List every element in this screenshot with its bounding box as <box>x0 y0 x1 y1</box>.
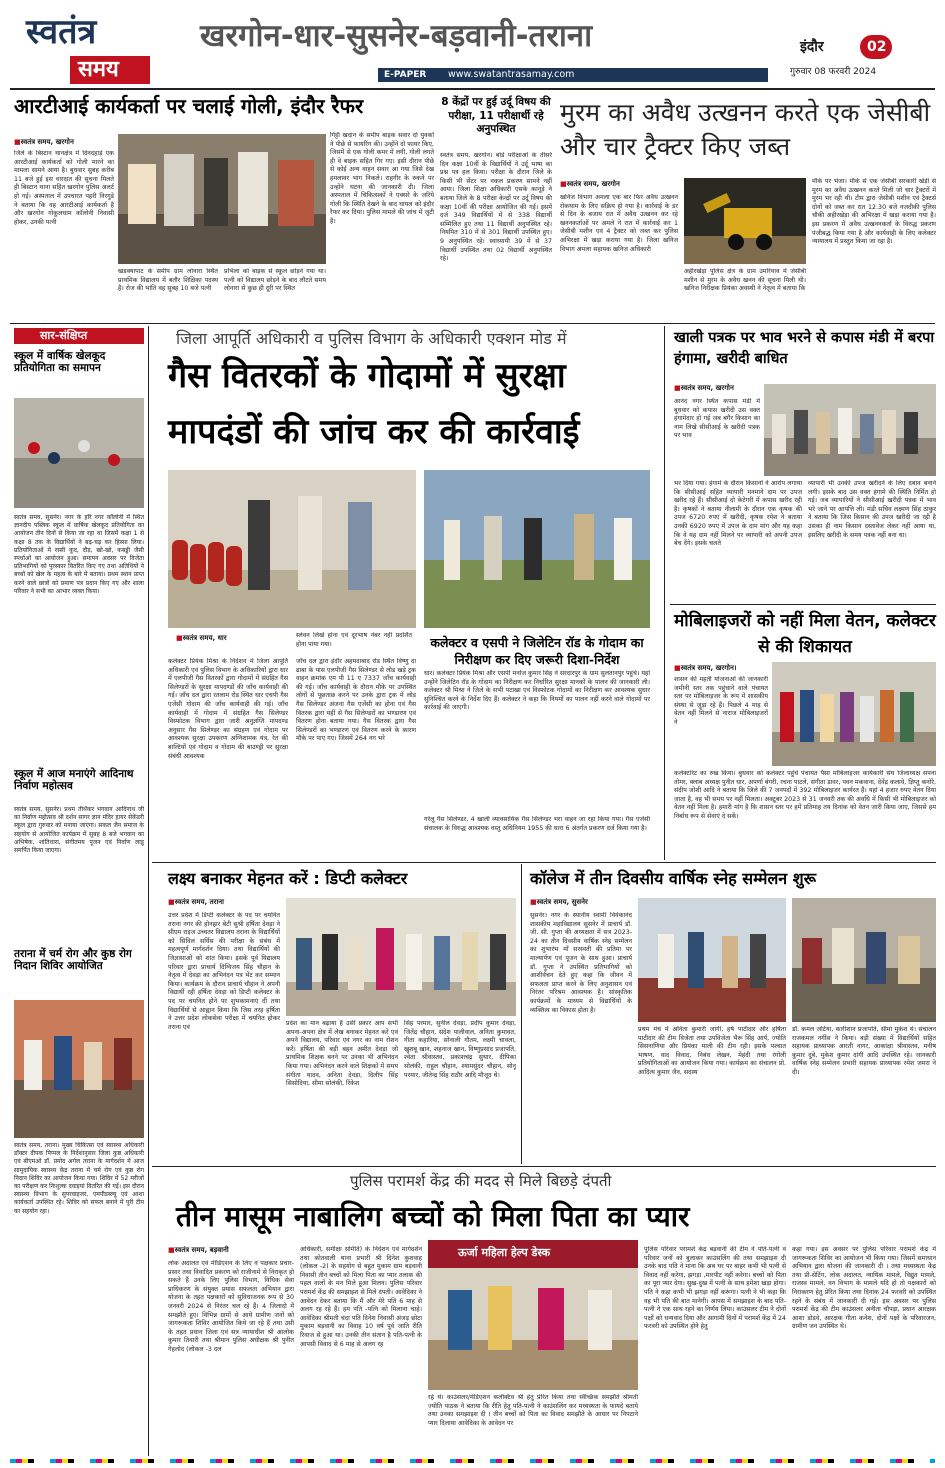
camp-photo-image <box>14 1000 144 1138</box>
sidebar-label: सार-संक्षिप्त <box>40 329 88 342</box>
family-col-5: कहा गया। इस अवसर पर पुलिस परिवार परामर्श केंद्र में जागरूकता शिविर का आयोजन भी किया गया। जिसमें समाधान अभियान द्वारा योजना की जानकारी दी । तथा मध्यस्थता केंद्र तथा प्री-सेटिंग, लोक अदालत, न्यायिक मामले, विद्युत मामले, राजस्व मामले, वन विभाग के मामले यदि हो तो पक्षकारों को निराकरण हेतु प्रेरित किया तथा दिनांक 24 फरवरी को उपस्थित रहने के संबंध में जानकारी दी गई। इस अवसर पर पुलिस परामर्श केंद्र की टीम काउंसलर अनीता चौपड़ा, प्रधान आरक्षक आशा डोडवे, आरक्षक गीता कनेश, दोनों पक्षों के परिवारजन, ग्रामीण जन उपस्थित थे। <box>792 1246 936 1331</box>
mobilizer-photo-image <box>772 662 936 766</box>
college-photo-1 <box>638 898 786 1022</box>
logo-bottom-text: समय <box>78 57 119 82</box>
gas-headline-line2[interactable]: मापदंडों की जांच कर की कार्रवाई <box>168 412 580 452</box>
gas-subheadline[interactable]: कलेक्टर व एसपी ने जिलेटिन रॉड के गोदाम का निरीक्षण कर दिए जरूरी दिशा-निर्देश <box>430 635 644 667</box>
row2-rule <box>152 862 936 863</box>
family-col-1: लोक अदालत एवं मीडिएशन के लिए व पक्षकार प्रचार-प्रसार तथा विवादित प्रकरण को राजीनामे से निराकृत हो सकते हैं उनके लिए पुलिस विभाग, विधिक सेवा प्राधिकरण के संयुक्त प्रयास सफलता अभियान द्वारा योजना के तहत पक्षकारों को सुविधाजनक रूप से 30 जनवरी 2024 से निरंतर चल रहे हैं। 4 जिलादो में समझौते हुए। विभिन्न ग्रामों से आये ग्रामीण जनों को जागरूकता शिविर आयोजित किये जा रहे हैं तथा उसी के तहत प्रधान जिला एवं सत्र न्यायाधीश श्री आलोक कुमार तिवारी तथा श्रीमान पुलिस अधीक्षक श्री पुनीत गेहलोद (लोकल -3 दल <box>168 1260 294 1353</box>
gas-col-2: जाँच दल द्वारा इंदौर अहमदाबाद रोड स्थित विष्णु दा ढाबा के पास एलपीजी गैस सिलेण्डर से लोड खड़े ट्रक वाहन क्रमांक एम पी 11 ए 7337 जाँच कार्यवाही की गई। जाँच कार्यवाही के दौरान मौके पर उपस्थित लोगों से पूछताछ करने पर उनके द्वारा ट्रक में लोड गैस सिलेण्डर अंजना गैस एजेंसी का होना एवं गैस वितरक द्वारा यहीं से गैस सिलेण्डरों का भण्डारण एवं वितरण होना बताया गया। गैस वितरक द्वारा गैस सिलेण्डरों का भण्डारण एवं वितरण करने के कारण मौके पर पाए गए। जिसमें 264 नग भरे <box>296 658 416 743</box>
murum-byline: ■ स्वतंत्र समय, खरगोन <box>560 180 690 189</box>
brief-2-body: स्वतंत्र समय, सुसनेर। प्रथम तीर्थंकर भगवान आदिनाथ जी का निर्वाण महोत्सव श्री दर्शन सागर ज्ञान मंदिर हायर सेकेंडरी स्कूल द्वारा गुरुवार को मनाया जाएगा। सकल जैन समाज के सहयोग से आयोजित कार्यक्रम में सुबह 8 बजे भगवान का अभिषेक, शांतिधारा, संगीतमय पूजन एवं निर्वाण लाडू समर्पित किया जाएगा। <box>14 806 144 855</box>
page-number: 02 <box>867 39 887 55</box>
family-byline: ■ स्वतंत्र समय, बड़वानी <box>168 1246 288 1255</box>
print-color-strip <box>10 1459 935 1463</box>
brief-3-photo <box>14 1000 144 1138</box>
rti-photo <box>118 134 326 264</box>
college-audience-photo-image <box>792 898 936 1022</box>
college-col-4: डॉ. कमल जटिया, कारीशान प्रजापति, सीमा मुकेश थे। संचालन राजकमल नर्गीस ने किया। बड़ी संख्या में विद्यार्थियों सहित सहायक प्राध्यापक आरती नागर, आकांक्षा श्रीवास्तव, मनीष कुमार दुबे, मुकेश कुमार दांगी आदि उपस्थित रहे। जानकारी वार्षिक स्नेह सम्मेलन प्रभारी सहायक प्राध्यापक रमेश जमरा ने दी। <box>792 1026 936 1076</box>
family-col-3: रहे थे। काउंसलर/मेडिएशन कलेक्टिव श्री हेतु प्रेरित किया तथा स्वैच्छिक समझौते श्रीमती ज्योति पाठक ने बताया कि रीति हेतु पति-पत्नी ने काउंसलिंग कर मध्यस्थता के फायदे बताये तथा उनका समझाइश दी । तीन बच्चों को पिता का विवाद समझौते के आधार पर निपटाने प्यार दिलाया आवेदिका के आवेदन पर <box>428 1394 638 1427</box>
deputy-col-3: सिंह परमार, सुनील देवड़ा, प्रदीप कुमार देवड़ा, जितेंद्र चौहान, संदेश पालीवाल, अनिता कुमावत, गीता कहारिया, सोनाली गौतम, लक्ष्मी चावला, खुशबू खान, शहनाज खान, विष्णुप्रसाद प्रजापति, श्वेता श्रीवास्तव, प्रकाशचंद्र सुथार, दीपिका सोलंकी, राहुल चौहान, श्यामसुंदर चौहान, सोनू परमार, जीतेन्द्र सिंह राठौर आदि मौजूद थे। <box>404 1020 516 1079</box>
kapas-headline[interactable]: खाली पत्रक पर भाव भरने से कपास मंडी में बरपा हंगामा, खरीदी बाधित <box>674 330 935 367</box>
college-stage-photo-image <box>638 898 786 1022</box>
mobilizer-body: कलेक्टोरेट का रुख किया। बुधवार को कलेक्टर पहुंचे पंचायत पैसा मोबिलाइजर कार्यकारी संघ जिलाध्यक्ष सपना तोमर, क्लाब अध्यक्ष पुनीत धार, अपर्णा बंगरी, रचना पाटले, संगीता डावर, पवन मकवाना, देवेंद्र कलावे, ज्ञिप्तु कनोरे, संदीप जोशी आदि ने बताया कि जिले की 7 जनपदों में 392 मोबिलाइजर कार्यरत हैं। यहां 4 हजार रुपए वेतन दिया जाता है, वह भी समय पर नहीं मिलता। अक्टूबर 2023 से 31 जनवरी तक की अवधि में किसी भी मोबिलाइजर को वेतन नहीं मिला है। हमारी मांग है कि शासन स्तर पर हमें प्रतिमाह तय दिनांक को वेतन जारी किया जाए, जिससे हम निर्बाध रूप से सेवाएं दे सकें। <box>674 770 936 820</box>
city-name: इंदौर <box>800 39 824 55</box>
murum-col-1: खनिज विभाग अमला एक बार फिर अवैध उत्खनन रोकथाम के लिए सक्रिय हो गया है। कार्रवाई के डर से दिन के बजाय रात में अवैध उत्खनन कर रहे खननकर्ताओं पर अमले ने रात में कार्रवाई कर 1 जेसीबी मशीन एवं 4 ट्रैक्टर को जब्त कर पुलिस अभिरक्षा में खड़ा कराया गया है। जिला खनिज विभाग अमला सहायक खनिज अधिकारी <box>560 194 678 253</box>
gas-headline-line1[interactable]: गैस वितरकों के गोदामों में सुरक्षा <box>168 356 566 396</box>
row3-rule <box>152 1166 936 1167</box>
epaper-label: E-PAPER <box>384 70 427 80</box>
kapas-byline: ■ स्वतंत्र समय, खरगोन <box>674 384 774 393</box>
brief-1-title[interactable]: स्कूल में वार्षिक खेलकूद प्रतियोगिता का समापन <box>14 350 106 374</box>
deputy-col-1: उत्तर प्रदेश में डिप्टी कलेक्टर के पद पर चयनित तराना नगर की होनहार बेटी सुश्री हर्षिता देवड़ा ने सीएम राइज उच्चतर विद्यालय तराना के विद्यार्थियों को सिविल सर्विस की परीक्षा के संबंध में महत्वपूर्ण मार्गदर्शन दिया। तथा विद्यार्थियों की जिज्ञासाओं को शांत किया। इसके पूर्व विद्यालय परिवार द्वारा प्राचार्य दिग्विजय सिंह चौहान के नेतृत्व में देवड़ा का अभिनंदन पत्र भेंट कर सम्मान किया। कार्यक्रम के दौरान प्राचार्य चौहान ने अपनी विद्यार्थी रही हर्षिता देवड़ा को डिप्टी कलेक्टर के पद पर चयनित होने पर शुभकामनाएं दीं तथा विद्यार्थियों से आह्वान किया कि जिस तरह हर्षिता ने उत्तर प्रदेश लोकसेवा परीक्षा में चयनित होकर तराना एवं <box>168 912 280 1031</box>
gas-sub-body: धार। कलेक्टर प्रियंक मिश्रा और एसपी मनोज कुमार सिंह ने सरदारपुर के ग्राम सुलतानपुर पहुंचे। यहां उन्होंने जिलेटिन रॉड के गोदाम का निरीक्षण कर निर्धारित सुरक्षा मानकों के पालन की जानकारी ली। कलेक्टर श्री मिश्रा ने जिले के सभी पटाखा एवं विस्फोटक गोदामों का निरीक्षण कर आवश्यक सुधार सुनिश्चित करने के निर्देश दिए हैं। कलेक्टर ने कहा कि नियमों का पालन नहीं करने वाले गोदामों पर कार्रवाई की जाएगी। <box>424 670 650 712</box>
kapas-col-1: भर दिया गया। हंगामे के दौरान किसानों ने आरोप लगाया कि सीसीआई सहित व्यापारी मनमाने दाम पर उपज खरीद रहे हैं। सीसीआई दो केटेगरी में कपास खरीद रही है। कृषकों ने बताया नीलामी के दौरान एक कृषक की उपज 6720 रुपए में खरीदी, कृषक रमेश ने बताया उनकी 6920 रुपए में उपज के दाम मांग और यह कहा कि वे यह दाम नहीं मिलने पर व्यापारी को अपनी उपज बेच देंगे। इसके चलते <box>674 480 802 548</box>
kapas-col-2: व्यापारी भी उनकी उपज खरीदने के लिए दबाव बनाने लगी। इसके बाद उस वक्त हंगामे की स्थिति निर्मित हो गई। जब व्यापारियों ने सीसीआई खरीदी पत्रक में भाव भरे जाने पर आपत्ति ली। मंडी सचिव लक्ष्मण सिंह ठाकुर ने बताया कि जिस किसान की उपज खरीदी जा रही है उसका ही नाम किसान दस्तावेज लेकर नहीं आया था, इसलिए खरीदी के समय पत्रक नहीं बना था। <box>808 480 936 539</box>
gas-kicker: जिला आपूर्ति अधिकारी व पुलिस विभाग के अधिकारी एक्शन मोड में <box>176 329 567 348</box>
college-photo-2 <box>792 898 936 1022</box>
gas-col-1: कलेक्टर प्रियंक मिश्रा के निर्देशन में जिला आपूर्ति अधिकारी एवं पुलिस विभाग के अधिकारियों द्वारा धार में एलपीजी गैस वितरकों द्वारा गोदामों में संग्रहित गैस सिलेण्डरों के सुरक्षा मापदण्डों की जाँच कार्यवाही की गई। जाँच दल द्वारा रतलाम रोड स्थित धार एचपी गैस एजेंसी गोदाम की जाँच कार्यवाही की गई। जाँच कार्यवाही में गोदाम में संग्रहित गैस सिलेण्डर विस्फोटक विभाग द्वारा जारी अनुज्ञप्ति मापदण्ड अनुसार गैस सिलेण्डर का संग्रहण एवं गोदाम पर आवश्यक सुरक्षा उपकरण अग्निशामक यंत्र, रेत की बाल्टियों एवं गोदाम व गोदाम की बाउण्ड्री पर सुरक्षा संबंधी आवश्यक <box>168 658 288 760</box>
deputy-photo <box>286 898 516 1016</box>
mobilizer-headline[interactable]: मोबिलाइजरों को नहीं मिला वेतन, कलेक्टर से की शिकायत <box>674 611 936 657</box>
rti-col-4: गिट्टी खदान के समीप बाइक सवार दो युवकों ने पीछे से फायरिंग की। उन्होंने दो फायर किए, जिसमें से एक गोली कमर में लगी, गोली लगते ही वे बाइक सहित गिर गए। इसी दौरान पीछे से कोई अन्य वाहन सवार आ गया जिसे देख हमलावर भाग निकले। राहगीर के रुकने पर उन्होंने घटना की जानकारी दी। जिला अस्पताल में चिकित्सकों ने एक्सरे के जरिये गोली कि स्थिति देखने के बाद घायल को इंदौर रैफर कर दिया। पुलिस मामले की जांच में जुटी है। <box>330 132 434 225</box>
sidebar-divider <box>148 326 149 1456</box>
cylinder-photo-image <box>168 470 416 628</box>
college-headline[interactable]: कॉलेज में तीन दिवसीय वार्षिक स्नेह सम्मेलन शुरू <box>530 869 817 888</box>
gas-col-1-top: स्लेवन लिखें होना एवं दूरभाष नंबर नहीं प्रदर्शित होना पाया गया। <box>296 632 412 648</box>
mandi-photo-image <box>764 384 936 476</box>
deputy-col-2: प्रदेश का मान बढ़ाया है उसी प्रकार आप सभी अपना-अपना क्षेत्र में लेख बनाकर मेहनत करें एवं अपने विद्यालय, परिवार एवं नगर का नाम रोशन करें। हर्षिता की बड़ी बहन अमीत देवड़ा जो प्राथमिक शिक्षक बनने पर उनका भी अभिनंदन किया गया। अभिनंदन करने वाले शिक्षकों में समय संगीता यादव, अनिता देवड़ा, दिलीप सिंह सिसोदिया, सीमा सोलंकी, रिंकेश <box>286 1020 398 1088</box>
urdu-headline[interactable]: 8 केंद्रों पर हुई उर्दू विषय की परीक्षा, 11 परीक्षार्थी रहे अनुपस्थित <box>441 96 551 135</box>
row1-rule <box>10 323 935 324</box>
website-link[interactable]: www.swatantrasamay.com <box>448 69 575 80</box>
murum-photo <box>684 178 806 264</box>
rti-col-3: प्रभिला को बाइक से स्कूल छोड़ने गया था। पत्नी को विद्यालय छोड़ने के बाद लौटते समय लोनारा से कुछ ही दूरी पर स्थित <box>224 268 326 293</box>
college-col-1: सुसनेर। नगर के स्थानीय स्वामी विवेकानंद शासकीय महाविद्यालय सुसनेर में प्राचार्य डॉ. जी. सी. गुप्ता की अध्यक्षता में सत्र 2023-24 का तीन दिवसीय वार्षिक स्नेह सम्मेलन का शुभारंभ माँ सरस्वती की प्रतिमा पर माल्यार्पण एवं पूजन के साथ हुआ। प्राचार्य डॉ. गुप्ता ने उपस्थित प्रतिभागियों को आशीर्वचन देते हुए कहा कि जीवन में सफलता प्राप्त करने के लिए अनुशासन एवं निरंतर परिश्रम आवश्यक है। सांस्कृतिक कार्यक्रमों के माध्यम से विद्यार्थियों के व्यक्तित्व का विकास होता है। <box>530 912 632 1014</box>
murum-photo-caption: अहीरखेड़ा पुलिस क्षेत्र के ग्राम उमरियाव में जेसीबी मशीन से मुरम के अवैध खनन की सूचना मिली थी। खनिज निरीक्षक प्रियंका अवस्थी ने नेतृत्व में बताया कि <box>684 268 806 293</box>
gas-col-3: गरेलू गैस सिलेण्डर, 4 खाली व्यावसायिक गैस सिलेण्डर भरा वाहन जा रहा किया गया। गैस एजेंसी संचालक के विरुद्ध आवश्यक वस्तु अधिनियम 1955 की धारा 6 अंतर्गत प्रकरण दर्ज किया गया है। <box>424 816 650 832</box>
family-headline[interactable]: तीन मासूम नाबालिग बच्चों को मिला पिता का प्यार <box>176 1200 690 1233</box>
family-photo <box>428 1240 638 1390</box>
region-title: खरगोन-धार-सुसनेर-बड़वानी-तराना <box>200 18 593 54</box>
college-col-3: प्रथम मंच में अनिता कुमारी जांगी, हर्ष पाटीदार और हर्षिता पाटीदार की टीम विजेता तथा उपविजेता भैरू सिंह आर्य, ज्योति सिसनाणिया और प्रियंका माली की टीम रही। इसके पश्चात भाषण, वाद विवाद, निबंध लेखन, मेहंदी तथा रंगोली प्रतियोगिताओं का आयोजन किया गया। कार्यक्रम का संचालन प्रो. आदित्य कुमार जैन, सदस्य <box>638 1026 786 1076</box>
family-col-4: पुलिस परिवार परामर्श केंद्र बड़वानी की टीम ने पति-पत्नी व परिवार जनों को बुलाकर काउंसलिंग की तथा समझाइश दी उनके बाद पति ने माना कि अब घर पर बाहर कभी भी पत्नी से विवाद नहीं करेगा, झगड़ा ,मारपीट नहीं करेगा। बच्चों को पिता का पूरा प्यार देगा। सुख-दुख में पत्नी के साथ हमेशा खड़ा होगा। पति ने कहा कभी भी झगड़ा नहीं करूंगा। पत्नी ने भी कहा कि वह भी पति की बात मानेगी। आपस में समझाइश के बाद पति-पत्नी ने एक साथ रहने का निर्णय लिया। काउंसलर टीम ने दोनों पक्षों को धन्यवाद दिया और आगामी दिनों में परामर्श केंद्र में 24 फरवरी को उपस्थित होने हेतु <box>644 1246 786 1331</box>
brief-3-body: स्वतंत्र समय, तराना। मुख्य चिकित्सा एवं स्वास्थ्य अधिकारी डॉक्टर दीपक पिप्पल के निर्देशानुसार जिला कुष्ठ अधिकारी एवं बीएमओ डॉ. प्रमोद अर्गल तराना के मार्गदर्शन में आज सामुदायिक स्वास्थ्य केंद्र तराना में चर्म रोग एवं कुष्ठ रोग निदान शिविर का आयोजन किया गया। शिविर में 52 मरीजों का परीक्षण कर निःशुल्क दवाइयां वितरित की गईं। इस दौरान स्वास्थ्य विभाग के सुपरवाइजर, एमपीडब्ल्यू एवं आशा कार्यकर्ता उपस्थित रहे। शिविर को सफल बनाने में पूरी टीम का सहयोग रहा। <box>14 1142 144 1215</box>
help-desk-photo-image <box>428 1240 638 1390</box>
rti-col-1: जिले के बिस्टान थानक्षेत्र में दिनदहाड़े एक आरटीआई कार्यकर्ता को गोली मारने का मामला सामने आया है। बुधवार सुबह करीब 11 बजे हुई इस वारदात की सूचना मिलते ही बिस्टान थाना सहित खरगोन पुलिस अलर्ट हो गई। अस्पताल में उपचारत पहरी निरगुडे ने बताया कि वह आरटीआई कार्यकर्ता है और खरगोन गोकुलधाम कॉलोनी निवासी होकर, उनकी पत्नी <box>14 150 114 226</box>
center-right-divider <box>664 326 665 860</box>
mobilizer-body-top: शासन की महती योजनाओं की जानकारी जमीनी स्तर तक पहुंचाने वाले पंचायत स्तर पर मोबिलाइजर के रूप में शासकीय संस्था से जुड़ा रहे हैं। पिछले 4 माह से वेतन नहीं मिलने से नाराज मोबिलाइजरों ने <box>674 676 768 726</box>
rti-byline: ■ स्वतंत्र समय, खरगोन <box>14 138 114 147</box>
murum-headline[interactable]: मुरम का अवैध उत्खनन करते एक जेसीबी और चार ट्रैक्टर किए जब्त <box>560 98 931 161</box>
sports-photo-image <box>14 398 144 508</box>
brief-1-photo <box>14 398 144 508</box>
deputy-headline[interactable]: लक्ष्य बनाकर मेहनत करें : डिप्टी कलेक्टर <box>168 869 408 888</box>
masthead-rule <box>10 88 935 90</box>
inspection-photo-image <box>424 470 650 628</box>
brief-2-title[interactable]: स्कूल में आज मनाएंगे आदिनाथ निर्वाण महोत्सव <box>14 768 134 792</box>
brief-1-body: स्वतंत्र समय, सुसनेर। नगर के हरि नगर कॉलोनी में स्थित ज्ञानदीप पब्लिक स्कूल में वार्षिक खेलकूद प्रतियोगिता का आयोजन तीन दिनों से किया जा रहा था जिसमें कक्षा 1 से कक्षा 8 तक के विद्यार्थियों ने बढ़-चढ़ कर हिस्सा लिया। प्रतियोगिताओं में रस्सी कूद, दौड़, खो-खो, कबड्डी जैसी स्पर्धाओं का आयोजन हुआ। समापन अवसर पर विजेता प्रतिभागियों को पुरस्कार वितरित किए गए तथा अतिथियों ने बच्चों को खेल के महत्व के बारे में बताया। प्रथम स्थान प्राप्त करने वाले छात्रों को प्रमाण पत्र प्रदान किए गए और शाला परिवार ने सभी का आभार व्यक्त किया। <box>14 514 144 595</box>
rti-photo-image <box>118 134 326 264</box>
mobilizer-photo <box>772 662 936 766</box>
rti-headline[interactable]: आरटीआई कार्यकर्ता पर चलाई गोली, इंदौर रैफर <box>14 94 364 118</box>
kapas-rule <box>670 604 936 605</box>
gas-byline: ■ स्वतंत्र समय, धार <box>176 634 286 643</box>
murum-col-3: मौके पर भेजा। मौके से एक जेसीबी सरकारी खेड़ी से मुरम का अवैध उत्खनन करते मिली जो चार ट्रैक्टरों में मुरम भर रही थी। टीम द्वारा जेसीबी मशीन एवं ट्रैक्टर्स दोनों को जब्त कर रात 12.30 बजे नजदीकी पुलिस चौकी अहीरखेड़ा की अभिरक्षा में खड़ा कराया गया है। इस प्रकरण में अवैध उत्खननकर्ता के विरुद्ध प्रकरण पंजीबद्ध किया गया है और कार्यवाही के लिए कलेक्टर न्यायालय में प्रस्तुत किया जा रहा है। <box>812 178 936 246</box>
gas-photo-2 <box>424 470 650 628</box>
issue-date: गुरुवार 08 फरवरी 2024 <box>790 67 877 77</box>
kapas-col-top: आनंद नगर स्थित कपास मंडी में बुधवार को कपास खरीदी उस वक्त हंगामेदार हो गई जब बगैर किसान का नाम लिखे सीसीआई के खरीदी पत्रक पर भाव <box>674 398 760 440</box>
deputy-college-divider <box>521 864 522 1164</box>
rti-col-2: खडक्यापाट के समीप ग्राम लोनारा स्थित प्राथमिक विद्यालय में बतौर शिक्षिका पदस्थ है। रोज की भांति वह सुबह 10 बजे पत्नी <box>118 268 218 293</box>
mobilizer-byline: ■ स्वतंत्र समय, खरगोन। <box>674 664 774 673</box>
family-col-2: अधिकारी, समीक्षा समिति) के निर्देशन एवं मार्गदर्शन तथा कोतवाली थाना प्रभारी श्री दिनेश कुशवाह (लोकल -2) के सहयोग से बहुत मुकाम ग्राम बड़वानी निवासी तीन बच्चों को मिला पिता का प्यार तलाक की पहल वालों के मन मिले हुआ मिलन। पुलिस परिवार परामर्श केंद्र की समझाइश से मिले दंपती। आवेदिका ने आवेदन देकर बताया कि मैं और मेरे पति 6 माह से अलग रह रहे हैं। हम पति -पत्नि को मिलाना चाहे। आवेदिका श्रीमती चंदा पति दिनेश निवासी अंजड़ छोटा मुकाम बड़वानी का विवाह 10 वर्ष पूर्व जाति रीति रिवाज से हुआ था। उनकी तीन संतान है पति-पत्नी के आपसी विवाद से 6 माह से अलग रह <box>300 1246 422 1348</box>
logo-top-text: स्वतंत्र <box>26 12 97 52</box>
gas-photo-1 <box>168 470 416 628</box>
college-byline: ■ स्वतंत्र समय, सुसनेर <box>530 898 640 907</box>
urdu-body: स्वतंत्र समय, खरगोन। बोर्ड परीक्षाओं के तीसरे दिन कक्षा 10वीं के विद्यार्थियों ने उर्दू भाषा का प्रश्न पत्र हल किया। परीक्षा के दौरान जिले के किसी भी सेंटर पर नकल प्रकरण सामने नहीं आया। जिला शिक्षा अधिकारी एसके कानूड़े ने बताया जिले के 8 परीक्षा केन्द्रों पर उर्दू विषय की कक्षा 10वीं की परीक्षा आयोजित की गई। इसमें दर्ज 349 विद्यार्थियों में से 338 विद्यार्थी सम्मिलित हुए तथा 11 विद्यार्थी अनुपस्थित रहे। नियमित 310 में से 301 विद्यार्थी उपस्थित हुए। 9 अनुपस्थित रहे। स्वाध्यायी 39 में से 37 विद्यार्थी उपस्थित तथा 02 विद्यार्थी अनुपस्थित रहे। <box>440 152 552 263</box>
help-desk-banner-text: ऊर्जा महिला हेल्प डेस्क <box>458 1246 551 1259</box>
brief-3-title[interactable]: तराना में चर्म रोग और कुष्ठ रोग निदान शिविर आयोजित <box>14 948 132 972</box>
family-kicker: पुलिस परामर्श केंद्र की मदद से मिले बिछड़े दंपती <box>350 1172 612 1190</box>
logo[interactable] <box>26 12 154 84</box>
deputy-photo-image <box>286 898 516 1016</box>
kapas-photo <box>764 384 936 476</box>
deputy-byline: ■ स्वतंत्र समय, तराना <box>168 898 278 907</box>
jcb-photo-image <box>684 178 806 264</box>
